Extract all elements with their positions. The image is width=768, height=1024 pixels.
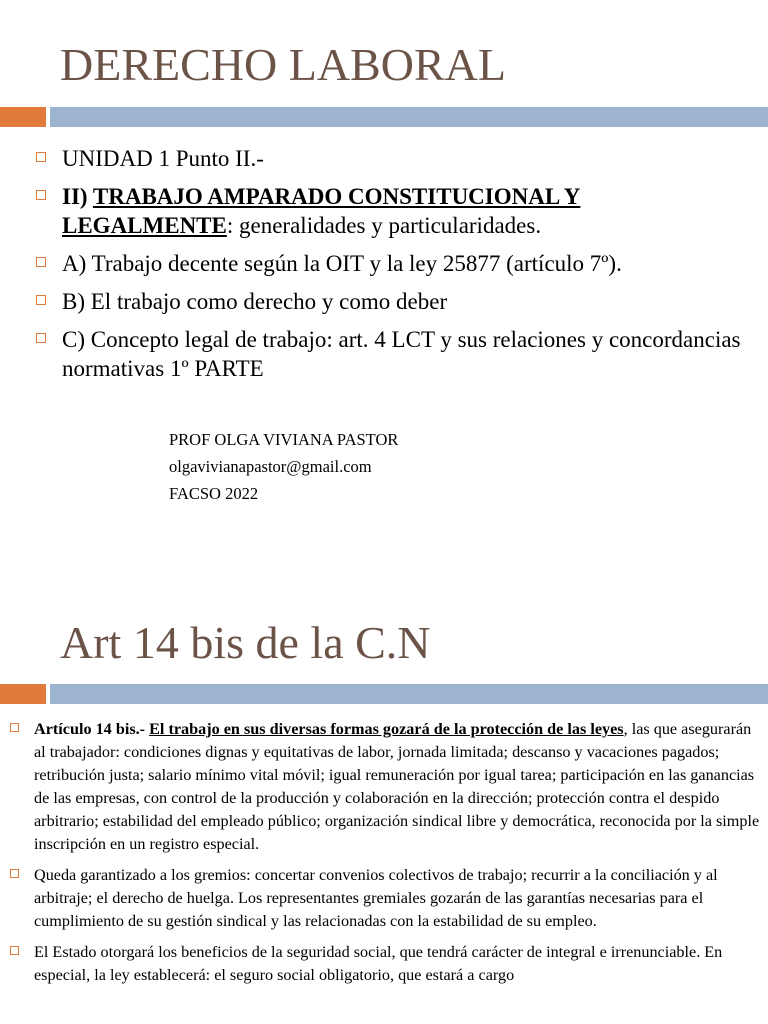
square-bullet-icon <box>36 333 46 343</box>
slide-2-bullet-list <box>6 718 762 995</box>
bullet-seguridad-social <box>6 941 762 987</box>
bullet-text: El Estado otorgará los beneficios de la seguridad social, que tendrá carácter de integral e irrenunciable. En especial, la ley establecerá: el seguro social obligatorio, que estará a cargo <box>34 943 723 984</box>
bullet-text: : generalidades y particularidades. <box>226 213 542 238</box>
bullet-articulo-14-bis <box>6 718 762 856</box>
bullet-derecho-deber <box>34 287 754 316</box>
accent-bar-orange <box>0 684 46 704</box>
article-label: Artículo 14 bis.- <box>34 720 146 738</box>
square-bullet-icon <box>36 190 46 200</box>
author-block <box>169 426 398 507</box>
accent-bar-blue <box>50 684 768 704</box>
author-org: FACSO 2022 <box>169 484 259 503</box>
author-email: olgavivianapastor@gmail.com <box>169 457 372 476</box>
square-bullet-icon <box>36 295 46 305</box>
slide-1-accent-bar <box>0 107 768 127</box>
bullet-unidad <box>34 144 754 173</box>
bullet-text: Queda garantizado a los gremios: concertar convenios colectivos de trabajo; recurrir a la conciliación y al arbitraje; el derecho de huelga. Los representantes gremiales gozarán de las garantías necesarias para el cumplimiento de su gestión sindical y las relacionadas con la estabilidad de su empleo. <box>34 866 718 930</box>
bullet-concepto-legal <box>34 325 754 383</box>
author-name: PROF OLGA VIVIANA PASTOR <box>169 430 399 449</box>
bullet-text: B) El trabajo como derecho y como deber <box>62 289 448 314</box>
bullet-text: UNIDAD 1 Punto II.- <box>62 146 264 171</box>
slide-2-title: Art 14 bis de la C.N <box>60 617 431 668</box>
bullet-gremios <box>6 864 762 933</box>
square-bullet-icon <box>10 869 19 878</box>
bullet-text: A) Trabajo decente según la OIT y la ley 25877 (artículo 7º). <box>62 251 622 276</box>
accent-bar-orange <box>0 107 46 127</box>
bullet-text: , las que asegurarán al trabajador: condiciones dignas y equitativas de labor, jornada limitada; descanso y vacaciones pagados; retribución justa; salario mínimo vital móvil; igual remuneración por igual tarea; participación en las ganancias de las empresas, con control de la producción y colaboración en la dirección; protección contra el despido arbitrario; estabilidad del empleado público; organización sindical libre y democrática, reconocida por la simple inscripción en un registro especial. <box>34 720 760 853</box>
square-bullet-icon <box>10 723 19 732</box>
bullet-heading: TRABAJO AMPARADO CONSTITUCIONAL Y LEGALMENTE <box>62 184 581 238</box>
slide-2-accent-bar <box>0 684 768 704</box>
slide-1-bullet-list <box>34 144 754 392</box>
article-heading: El trabajo en sus diversas formas gozará de la protección de las leyes <box>149 720 624 738</box>
bullet-trabajo-amparado <box>34 182 754 240</box>
square-bullet-icon <box>36 152 46 162</box>
square-bullet-icon <box>10 946 19 955</box>
slide-2 <box>0 580 768 1024</box>
bullet-text: C) Concepto legal de trabajo: art. 4 LCT y sus relaciones y concordancias normativas 1º PARTE <box>62 327 741 381</box>
bullet-prefix: II) <box>62 184 93 209</box>
accent-bar-blue <box>50 107 768 127</box>
bullet-trabajo-decente <box>34 249 754 278</box>
slide-1-title: DERECHO LABORAL <box>60 39 506 90</box>
square-bullet-icon <box>36 257 46 267</box>
